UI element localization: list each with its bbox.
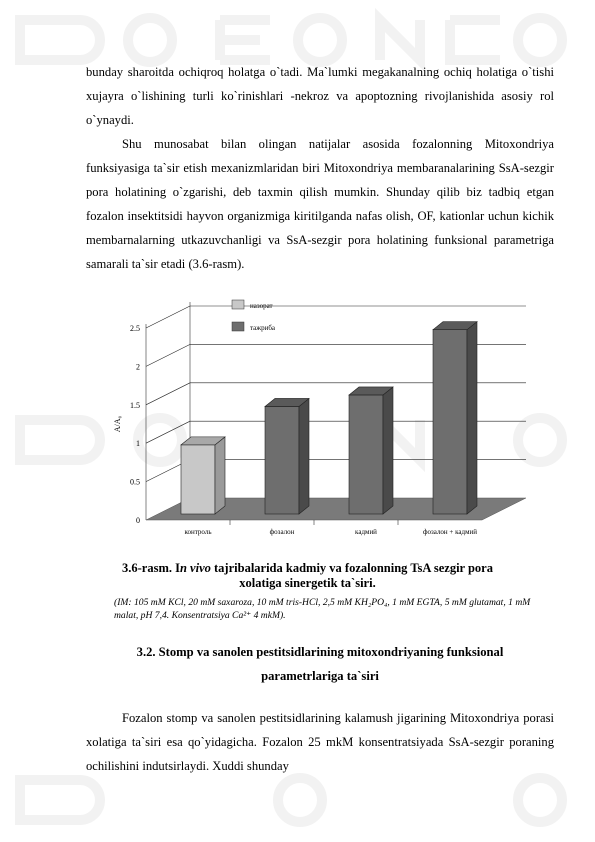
y-tick-label: 1.5: [130, 400, 140, 410]
x-tick-label: фозалон + кадмий: [422, 528, 478, 536]
y-tick-label: 1: [136, 439, 140, 449]
bar-side-1: [299, 398, 309, 514]
legend-label-0: назорат: [250, 302, 273, 310]
gridline-diagonal: [146, 306, 190, 328]
bar-side-2: [383, 387, 393, 514]
y-axis-label: A/A₀: [113, 415, 122, 433]
x-tick-label: контроль: [184, 528, 212, 536]
bar-1: [265, 406, 299, 514]
legend-label-1: тажриба: [250, 324, 276, 332]
caption-note: (IM: 105 mM KCl, 20 mM saxaroza, 10 mM tris-HCl, 2,5 mM KH₂PO₄, 1 mM EGTA, 5 mM glutamat, 1 mM malat, pH 7,4. Konsentratsiya Ca²⁺ 4 mkM).: [114, 597, 531, 621]
paragraph-1: bunday sharoitda ochiqroq holatga o`tadi. Ma`lumki megakanalning ochiq holatiga o`tishi xujayra o`lishining turli ko`rinishlari -nekroz va apoptozning rivojlanishida asosiy rol o`ynaydi.: [86, 65, 554, 127]
chart-svg: [112, 292, 532, 542]
y-tick-label: 0: [136, 516, 140, 525]
bar-2: [349, 395, 383, 514]
x-tick-label: кадмий: [355, 528, 377, 536]
bar-side-0: [215, 437, 225, 514]
y-tick-label: 0.5: [130, 477, 140, 487]
caption-italic: n vivo: [179, 561, 211, 575]
x-tick-label: фозалон: [269, 528, 295, 536]
legend-swatch-1: [232, 322, 244, 331]
paragraph-3: Fozalon stomp va sanolen pestitsidlarining kalamush jigarining Mitoxondriya porasi xolatiga ta`siri esa qo`yidagicha. Fozalon 25 mkM konsentratsiyada SsA-sezgir poraning ochilishini indutsirlaydi. Xuddi shunday: [86, 711, 554, 773]
gridline-diagonal: [146, 421, 190, 443]
gridline-diagonal: [146, 383, 190, 405]
legend-swatch-0: [232, 300, 244, 309]
figure-caption: [100, 561, 515, 591]
bottom-text-block: [86, 706, 554, 778]
bar-chart: [112, 292, 532, 542]
bar-3: [433, 330, 467, 514]
y-tick-label: 2: [136, 362, 140, 372]
paragraph-2: Shu munosabat bilan olingan natijalar asosida fozalonning Mitoxondriya funksiyasiga ta`sir etish mexanizmlaridan biri Mitoxondriya membaranalarining SsA-sezgir pora holatining o`zgarishi, deb taxmin qilish mumkin. Shunday qilib biz tadbiq etgan fozalon insektitsidi hayvon organizmiga kiritilganda nafas olish, OF, kationlar uchun kichik membarnalarning utkazuvchanligi va SsA-sezgir pora holatining funksional parametriga samarali ta`sir etadi (3.6-rasm).: [86, 137, 554, 271]
bar-side-3: [467, 322, 477, 514]
y-tick-label: 2.5: [130, 324, 140, 333]
caption-prefix: 3.6-rasm. I: [122, 561, 180, 575]
gridline-diagonal: [146, 344, 190, 366]
caption-suffix: tajribalarida kadmiy va fozalonning TsA sezgir pora xolatiga sinergetik ta`siri.: [210, 561, 493, 590]
section-title: 3.2. Stomp va sanolen pestitsidlarining mitoxondriyaning funksional parametrlariga ta`siri: [136, 645, 504, 683]
top-text-block: [86, 60, 554, 276]
bar-0: [181, 445, 215, 514]
